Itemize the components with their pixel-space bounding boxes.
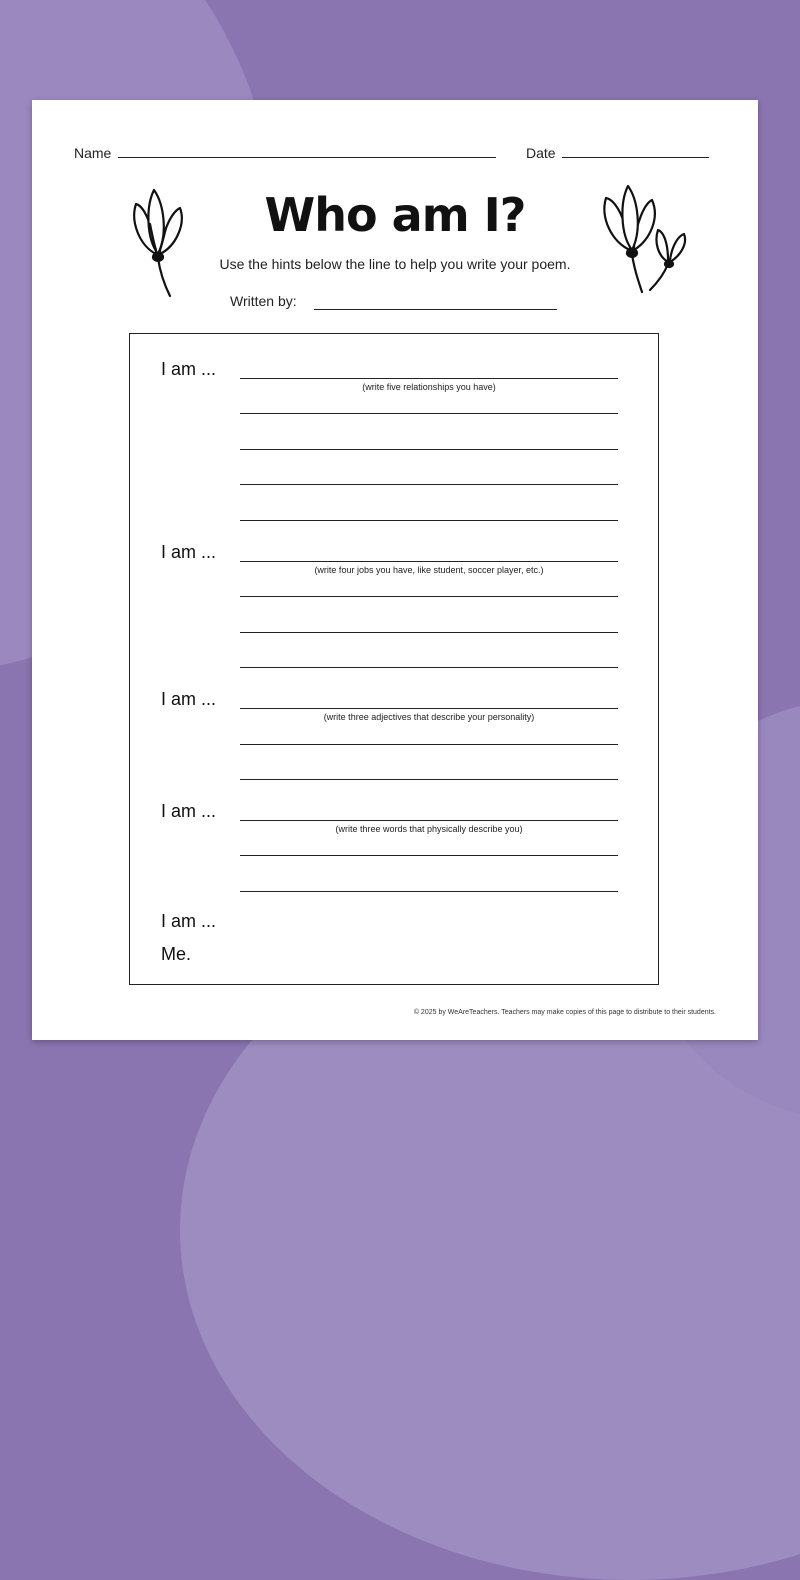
write-line[interactable]: [240, 561, 618, 562]
write-line[interactable]: [240, 708, 618, 709]
write-line[interactable]: [240, 744, 618, 745]
write-line[interactable]: [240, 779, 618, 780]
write-line[interactable]: [240, 891, 618, 892]
worksheet-page: [32, 100, 758, 1040]
section-2-hint: (write four jobs you have, like student, soccer player, etc.): [314, 565, 544, 575]
copyright-footer: © 2025 by WeAreTeachers. Teachers may make copies of this page to distribute to their students.: [413, 1009, 716, 1016]
write-line[interactable]: [240, 520, 618, 521]
flower-right-icon: [598, 182, 694, 298]
section-3-label: I am ...: [161, 689, 217, 709]
section-3-hint: (write three adjectives that describe your personality): [323, 712, 535, 722]
section-4-label: I am ...: [161, 801, 217, 821]
date-line[interactable]: [562, 157, 709, 158]
section-1-hint: (write five relationships you have): [362, 382, 496, 392]
write-line[interactable]: [240, 667, 618, 668]
write-line[interactable]: [240, 413, 618, 414]
closing-line-2: Me.: [161, 944, 192, 964]
name-label: Name: [74, 145, 112, 161]
write-line[interactable]: [240, 596, 618, 597]
instructions-text: Use the hints below the line to help you write your poem.: [219, 256, 571, 272]
written-by-line[interactable]: [314, 309, 557, 310]
write-line[interactable]: [240, 484, 618, 485]
page-title: Who am I?: [264, 188, 526, 242]
write-line[interactable]: [240, 632, 618, 633]
section-2-label: I am ...: [161, 542, 217, 562]
write-line[interactable]: [240, 855, 618, 856]
closing-line-1: I am ...: [161, 911, 217, 931]
write-line[interactable]: [240, 449, 618, 450]
poem-box: [129, 333, 659, 985]
write-line[interactable]: [240, 378, 618, 379]
section-1-label: I am ...: [161, 359, 217, 379]
section-4-hint: (write three words that physically describe you): [335, 824, 523, 834]
write-line[interactable]: [240, 820, 618, 821]
name-line[interactable]: [118, 157, 496, 158]
written-by-label: Written by:: [230, 293, 297, 309]
date-label: Date: [526, 145, 556, 161]
